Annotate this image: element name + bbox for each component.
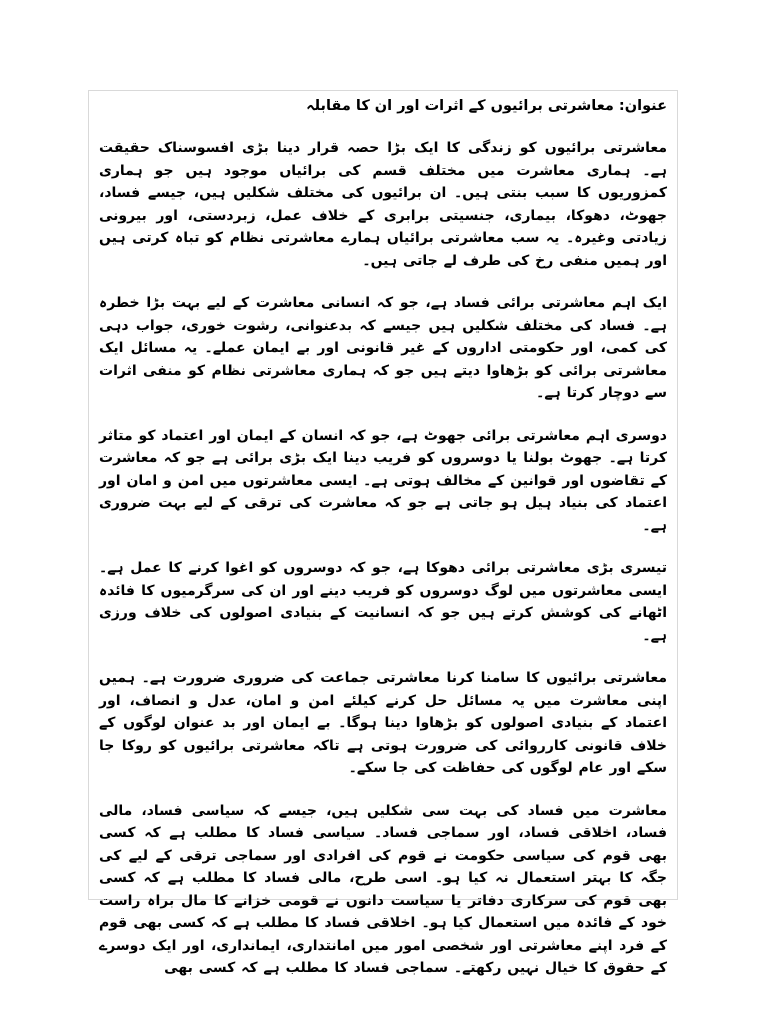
paragraph-lying: دوسری اہم معاشرتی برائی جھوٹ ہے، جو کہ انسان کے ایمان اور اعتماد کو متاثر کرتا ہے۔ جھوٹ بولنا یا دوسروں کو فریب دینا ایک بڑی برائی ہے جو کہ معاشرت کے تقاضوں اور قوانین کے مخالف ہوتی ہے۔ ایسی معاشرتوں میں امن و امان اور اعتماد کی بنیاد ہیل ہو جاتی ہے جو کہ معاشرت کی ترقی کے لیے بہت ضروری ہے۔ bbox=[99, 427, 667, 534]
paragraph-forms-of-corruption: معاشرت میں فساد کی بہت سی شکلیں ہیں، جیسے کہ سیاسی فساد، مالی فساد، اخلاقی فساد، اور سماجی فساد۔ سیاسی فساد کا مطلب ہے کہ کسی بھی قوم کی سیاسی حکومت نے قوم کی افرادی اور سماجی ترقی کے لیے کی جگہ کا بہتر استعمال نہ کیا ہو۔ اسی طرح، مالی فساد کا مطلب ہے کہ کسی بھی قوم کی سرکاری دفاتر یا سیاست دانوں نے قومی خزانے کا مال براہ راست خود کے فائدہ میں استعمال کیا ہو۔ اخلاقی فساد کا مطلب ہے کہ کسی بھی قوم کے فرد اپنے معاشرتی اور شخصی امور میں امانتداری، ایمانداری، اور ایک دوسرے کے حقوق کا خیال نہیں رکھتے۔ سماجی فساد کا مطلب ہے کہ کسی بھی bbox=[99, 802, 667, 976]
paragraph-remedy: معاشرتی برائیوں کا سامنا کرنا معاشرتی جماعت کی ضروری ضرورت ہے۔ ہمیں اپنی معاشرت میں یہ مسائل حل کرنے کیلئے امن و امان، عدل و انصاف، اور اعتماد کے بنیادی اصولوں کو بڑھاوا دینا ہوگا۔ بے ایمان اور بد عنوان لوگوں کے خلاف قانونی کارروائی کی ضرورت ہوتی ہے تاکہ معاشرتی برائیوں کو روکا جا سکے اور عام لوگوں کی حفاظت کی جا سکے۔ bbox=[99, 670, 667, 776]
document-page bbox=[88, 90, 678, 976]
paragraph-introduction: معاشرتی برائیوں کو زندگی کا ایک بڑا حصہ قرار دینا بڑی افسوسناک حقیقت ہے۔ ہماری معاشرت میں مختلف قسم کی برائیاں موجود ہیں جو ہماری کمزوریوں کا سبب بنتی ہیں۔ ان برائیوں کی مختلف شکلیں ہیں، جیسے فساد، جھوٹ، دھوکا، بیماری، جنسیتی برابری کے خلاف عمل، زبردستی، اور بیرونی زیادتی وغیرہ۔ یہ سب معاشرتی برائیاں ہمارے معاشرتی نظام کو تباہ کرتی ہیں اور ہمیں منفی رخ کی طرف لے جاتی ہیں۔ bbox=[99, 140, 667, 269]
paragraph-corruption: ایک اہم معاشرتی برائی فساد ہے، جو کہ انسانی معاشرت کے لیے بہت بڑا خطرہ ہے۔ فساد کی مختلف شکلیں ہیں جیسے کہ بدعنوانی، رشوت خوری، جواب دہی کی کمی، اور حکومتی اداروں کے غیر قانونی اور بے ایمان عملے۔ یہ مسائل ایک معاشرتی برائی کو بڑھاوا دیتے ہیں جو کہ ہماری معاشرتی نظام کو منفی اثرات سے دوچار کرتا ہے۔ bbox=[99, 295, 667, 401]
paragraph-deception: تیسری بڑی معاشرتی برائی دھوکا ہے، جو کہ دوسروں کو اغوا کرنے کا عمل ہے۔ ایسی معاشرتوں میں لوگ دوسروں کو فریب دینے اور ان کی سرگرمیوں کا فائدہ اٹھانے کی کوشش کرتے ہیں جو کہ انسانیت کے بنیادی اصولوں کی خلاف ورزی ہے۔ bbox=[99, 560, 667, 644]
document-title: عنوان: معاشرتی برائیوں کے اثرات اور ان کا مقابلہ bbox=[306, 98, 667, 114]
